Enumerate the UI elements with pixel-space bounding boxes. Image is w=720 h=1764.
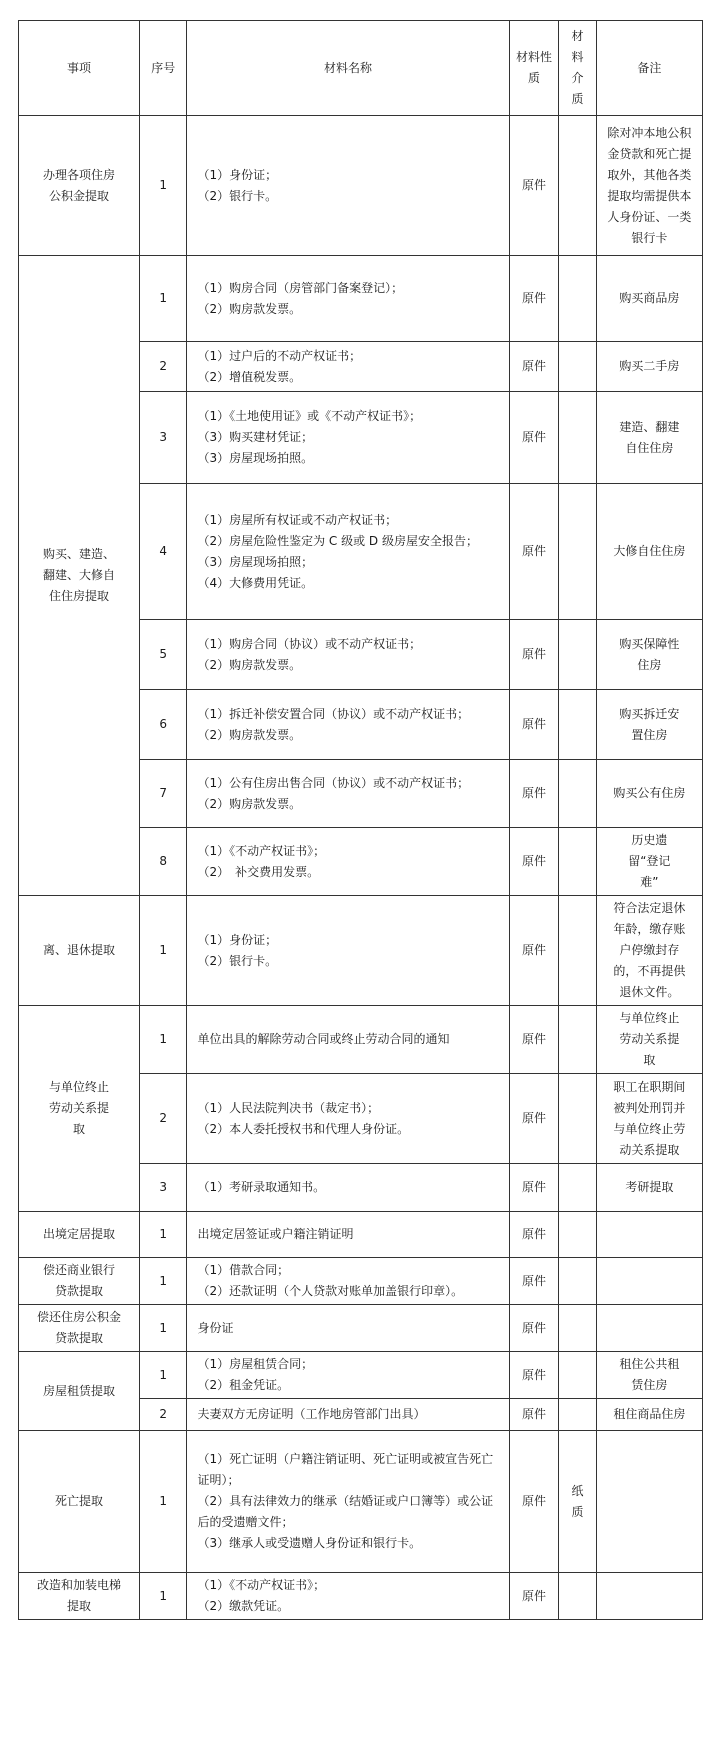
material-cell xyxy=(187,690,509,760)
nature-cell: 原件 xyxy=(509,828,559,896)
medium-cell xyxy=(559,342,596,392)
seq-cell: 5 xyxy=(139,620,186,690)
note-cell xyxy=(596,828,702,896)
table-row xyxy=(19,1305,703,1352)
material-cell xyxy=(187,1431,509,1573)
table-row xyxy=(19,256,703,342)
note-cell xyxy=(596,620,702,690)
item-cell xyxy=(19,1006,140,1212)
note-text: 购买二手房 xyxy=(619,359,680,373)
note-text: 符合法定退休年龄，缴存账户停缴封存的，不再提供退休文件。 xyxy=(613,901,686,999)
item-cell xyxy=(19,1573,140,1620)
medium-text: 纸质 xyxy=(571,1483,584,1519)
note-cell xyxy=(596,342,702,392)
note-cell xyxy=(596,1258,702,1305)
material-line: （1）借款合同； xyxy=(197,1263,290,1277)
item-text: 与单位终止劳动关系提取 xyxy=(48,1080,109,1136)
medium-cell xyxy=(559,1164,596,1212)
nature-cell: 原件 xyxy=(509,1399,559,1431)
item-text: 死亡提取 xyxy=(54,1494,103,1508)
medium-cell xyxy=(559,896,596,1006)
material-line: （1）《不动产权证书》； xyxy=(197,1578,326,1592)
note-text: 租住公共租赁住房 xyxy=(619,1357,680,1392)
material-line: （2）本人委托授权书和代理人身份证。 xyxy=(197,1121,410,1136)
note-text: 建造、翻建自住住房 xyxy=(619,419,680,455)
medium-cell xyxy=(559,484,596,620)
nature-cell: 原件 xyxy=(509,760,559,828)
note-text: 职工在职期间被判处刑罚并与单位终止劳动关系提取 xyxy=(613,1079,686,1157)
material-cell xyxy=(187,1399,509,1431)
seq-cell: 2 xyxy=(139,1074,186,1164)
material-cell xyxy=(187,620,509,690)
medium-cell xyxy=(559,828,596,896)
header-material: 材料名称 xyxy=(187,21,509,116)
nature-cell: 原件 xyxy=(509,1006,559,1074)
material-cell xyxy=(187,1258,509,1305)
material-line: （1）人民法院判决书（裁定书）； xyxy=(197,1100,380,1115)
note-cell xyxy=(596,760,702,828)
table-row xyxy=(19,1212,703,1258)
material-line: （4）大修费用凭证。 xyxy=(197,575,314,590)
medium-cell xyxy=(559,392,596,484)
seq-cell: 8 xyxy=(139,828,186,896)
item-text: 房屋租赁提取 xyxy=(42,1383,115,1398)
nature-cell: 原件 xyxy=(509,1305,559,1352)
table-row xyxy=(19,1006,703,1074)
note-text: 购买拆迁安置住房 xyxy=(619,706,680,742)
material-cell xyxy=(187,1074,509,1164)
medium-cell xyxy=(559,690,596,760)
nature-cell: 原件 xyxy=(509,1212,559,1258)
medium-cell xyxy=(559,1258,596,1305)
note-cell xyxy=(596,896,702,1006)
note-text: 大修自住住房 xyxy=(613,544,686,558)
item-cell xyxy=(19,1352,140,1431)
note-text: 购买公有住房 xyxy=(613,786,686,800)
material-line: （1）身份证； xyxy=(197,167,278,182)
medium-cell xyxy=(559,256,596,342)
nature-cell: 原件 xyxy=(509,1573,559,1620)
material-cell xyxy=(187,1573,509,1620)
medium-cell xyxy=(559,1352,596,1399)
material-line: （2）购房款发票。 xyxy=(197,301,302,316)
item-text: 出境定居提取 xyxy=(42,1227,115,1241)
nature-cell: 原件 xyxy=(509,484,559,620)
material-line: （2）租金凭证。 xyxy=(197,1378,290,1392)
item-text: 改造和加装电梯提取 xyxy=(36,1578,121,1613)
item-cell xyxy=(19,1431,140,1573)
note-text: 租住商品住房 xyxy=(613,1407,686,1421)
item-cell xyxy=(19,1212,140,1258)
item-cell xyxy=(19,1305,140,1352)
seq-cell: 1 xyxy=(139,1352,186,1399)
seq-cell: 3 xyxy=(139,392,186,484)
material-line: （2）银行卡。 xyxy=(197,188,278,203)
item-text: 偿还商业银行贷款提取 xyxy=(42,1263,115,1298)
material-line: 身份证 xyxy=(197,1320,234,1335)
material-cell xyxy=(187,342,509,392)
material-line: （1）房屋所有权证或不动产权证书； xyxy=(197,512,398,527)
header-note: 备注 xyxy=(596,21,702,116)
note-text: 考研提取 xyxy=(625,1180,674,1194)
nature-cell: 原件 xyxy=(509,342,559,392)
seq-cell: 1 xyxy=(139,1258,186,1305)
nature-cell: 原件 xyxy=(509,620,559,690)
seq-cell: 1 xyxy=(139,1431,186,1573)
item-text: 办理各项住房公积金提取 xyxy=(42,167,115,203)
note-text: 与单位终止劳动关系提取 xyxy=(619,1011,680,1067)
material-line: （1）过户后的不动产权证书； xyxy=(197,348,362,363)
material-line: （2）还款证明（个人贷款对账单加盖银行印章）。 xyxy=(197,1284,464,1298)
nature-cell: 原件 xyxy=(509,256,559,342)
note-cell xyxy=(596,256,702,342)
seq-cell: 1 xyxy=(139,1573,186,1620)
medium-cell xyxy=(559,1212,596,1258)
header-nature: 材料性质 xyxy=(509,21,559,116)
table-row xyxy=(19,1258,703,1305)
nature-cell: 原件 xyxy=(509,1164,559,1212)
table-body xyxy=(19,116,703,1620)
table-row xyxy=(19,896,703,1006)
materials-table xyxy=(18,20,703,1620)
item-cell xyxy=(19,256,140,896)
material-line: （3）房屋现场拍照； xyxy=(197,554,314,569)
note-text: 购买保障性住房 xyxy=(619,636,680,672)
nature-cell: 原件 xyxy=(509,1258,559,1305)
material-cell xyxy=(187,1164,509,1212)
material-line: （1）《不动产权证书》； xyxy=(197,843,326,858)
material-line: （1）身份证； xyxy=(197,932,278,947)
nature-cell: 原件 xyxy=(509,1074,559,1164)
material-cell xyxy=(187,484,509,620)
material-line: （1）公有住房出售合同（协议）或不动产权证书； xyxy=(197,775,470,790)
material-line: （3）购买建材凭证； xyxy=(197,430,314,444)
medium-cell xyxy=(559,1573,596,1620)
material-line: （1）死亡证明（户籍注销证明、死亡证明或被宣告死亡证明）； xyxy=(197,1452,494,1487)
material-line: （2）房屋危险性鉴定为 C 级或 D 级房屋安全报告； xyxy=(197,533,478,548)
medium-cell xyxy=(559,1431,596,1573)
seq-cell: 1 xyxy=(139,896,186,1006)
note-cell xyxy=(596,1212,702,1258)
table-row xyxy=(19,1352,703,1399)
note-cell xyxy=(596,1399,702,1431)
medium-cell xyxy=(559,620,596,690)
material-cell xyxy=(187,828,509,896)
seq-cell: 3 xyxy=(139,1164,186,1212)
material-cell xyxy=(187,1352,509,1399)
note-cell xyxy=(596,1431,702,1573)
note-text: 除对冲本地公积金贷款和死亡提取外，其他各类提取均需提供本人身份证、一类银行卡 xyxy=(607,125,692,245)
table-row xyxy=(19,1573,703,1620)
item-text: 离、退休提取 xyxy=(42,943,115,957)
note-cell xyxy=(596,1305,702,1352)
note-cell xyxy=(596,1573,702,1620)
material-line: 单位出具的解除劳动合同或终止劳动合同的通知 xyxy=(197,1032,450,1046)
nature-cell: 原件 xyxy=(509,896,559,1006)
seq-cell: 4 xyxy=(139,484,186,620)
seq-cell: 1 xyxy=(139,256,186,342)
medium-cell xyxy=(559,760,596,828)
material-cell xyxy=(187,1305,509,1352)
material-line: （1）房屋租赁合同； xyxy=(197,1357,314,1371)
material-cell xyxy=(187,896,509,1006)
note-cell xyxy=(596,1074,702,1164)
seq-cell: 1 xyxy=(139,1305,186,1352)
material-line: （2） 补交费用发票。 xyxy=(197,864,320,879)
header-medium: 材料介质 xyxy=(559,21,596,116)
medium-cell xyxy=(559,1006,596,1074)
item-text: 偿还住房公积金贷款提取 xyxy=(36,1310,121,1345)
header-item: 事项 xyxy=(19,21,140,116)
medium-cell xyxy=(559,116,596,256)
material-line: （2）购房款发票。 xyxy=(197,727,302,742)
material-line: （2）购房款发票。 xyxy=(197,657,302,672)
material-line: （2）购房款发票。 xyxy=(197,796,302,811)
note-text: 历史遗留“登记难” xyxy=(628,833,671,889)
material-line: （1）《土地使用证》或《不动产权证书》； xyxy=(197,409,422,423)
note-cell xyxy=(596,690,702,760)
header-seq: 序号 xyxy=(139,21,186,116)
nature-cell: 原件 xyxy=(509,392,559,484)
note-cell xyxy=(596,1352,702,1399)
note-cell xyxy=(596,392,702,484)
material-line: （1）购房合同（协议）或不动产权证书； xyxy=(197,636,422,651)
material-line: （3）房屋现场拍照。 xyxy=(197,451,314,465)
material-cell xyxy=(187,1212,509,1258)
seq-cell: 1 xyxy=(139,1006,186,1074)
table-header-row xyxy=(19,21,703,116)
material-line: （2）银行卡。 xyxy=(197,953,278,968)
material-cell xyxy=(187,392,509,484)
seq-cell: 1 xyxy=(139,1212,186,1258)
material-line: 出境定居签证或户籍注销证明 xyxy=(197,1227,354,1241)
material-line: （1）购房合同（房管部门备案登记）； xyxy=(197,280,404,295)
seq-cell: 7 xyxy=(139,760,186,828)
seq-cell: 2 xyxy=(139,1399,186,1431)
note-cell xyxy=(596,484,702,620)
seq-cell: 1 xyxy=(139,116,186,256)
material-line: （2）具有法律效力的继承（结婚证或户口簿等）或公证后的受遗赠文件； xyxy=(197,1494,494,1529)
table-row xyxy=(19,1431,703,1573)
note-cell xyxy=(596,1006,702,1074)
material-cell xyxy=(187,116,509,256)
nature-cell: 原件 xyxy=(509,116,559,256)
material-cell xyxy=(187,760,509,828)
item-cell xyxy=(19,1258,140,1305)
seq-cell: 6 xyxy=(139,690,186,760)
item-cell xyxy=(19,116,140,256)
material-line: （1）拆迁补偿安置合同（协议）或不动产权证书； xyxy=(197,706,470,721)
medium-cell xyxy=(559,1074,596,1164)
material-line: （2）增值税发票。 xyxy=(197,369,302,384)
material-cell xyxy=(187,1006,509,1074)
note-cell xyxy=(596,116,702,256)
seq-cell: 2 xyxy=(139,342,186,392)
note-text: 购买商品房 xyxy=(619,291,680,305)
material-line: （3）继承人或受遗赠人身份证和银行卡。 xyxy=(197,1536,422,1550)
medium-cell xyxy=(559,1305,596,1352)
material-line: 夫妻双方无房证明（工作地房管部门出具） xyxy=(197,1407,426,1421)
nature-cell: 原件 xyxy=(509,1431,559,1573)
item-text: 购买、建造、翻建、大修自住住房提取 xyxy=(42,547,115,603)
table-row xyxy=(19,116,703,256)
material-cell xyxy=(187,256,509,342)
material-line: （2）缴款凭证。 xyxy=(197,1599,290,1613)
nature-cell: 原件 xyxy=(509,1352,559,1399)
nature-cell: 原件 xyxy=(509,690,559,760)
material-line: （1）考研录取通知书。 xyxy=(197,1180,326,1194)
note-cell xyxy=(596,1164,702,1212)
item-cell xyxy=(19,896,140,1006)
medium-cell xyxy=(559,1399,596,1431)
